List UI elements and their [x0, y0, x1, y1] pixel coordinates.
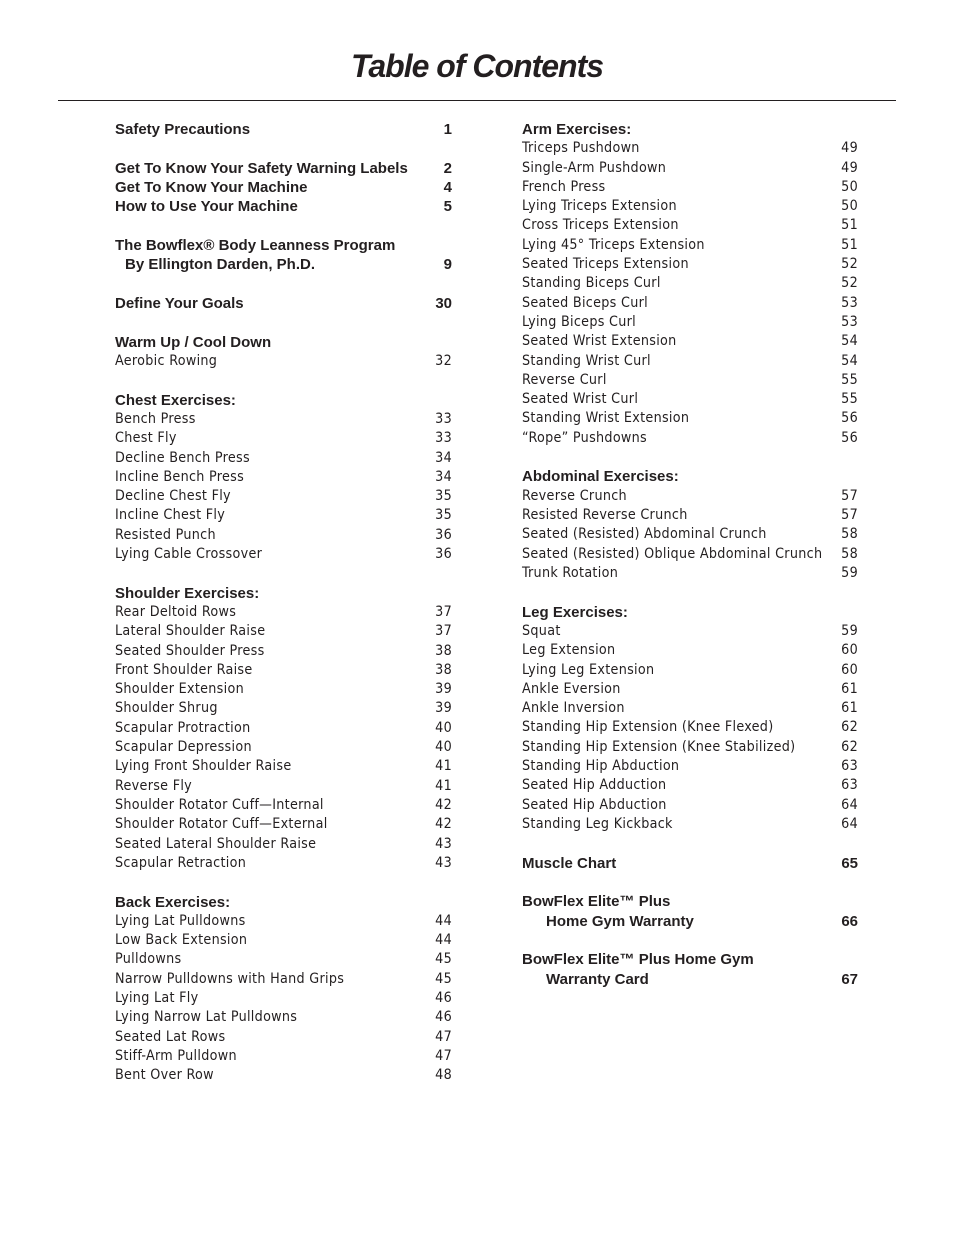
toc-entry-title: Get To Know Your Machine: [115, 178, 308, 196]
toc-page-number: 45: [435, 951, 452, 968]
section-spacer: [522, 834, 860, 853]
toc-entry[interactable]: [115, 757, 454, 776]
toc-page-number: 32: [435, 352, 452, 369]
toc-page-number: 39: [435, 681, 452, 698]
toc-page-number: 56: [841, 429, 858, 446]
toc-heading[interactable]: [115, 120, 454, 139]
toc-entry[interactable]: [115, 738, 454, 757]
toc-entry-title: Seated Wrist Extension: [522, 333, 677, 350]
toc-entry-title: Bent Over Row: [115, 1067, 214, 1084]
toc-heading[interactable]: [522, 467, 860, 486]
toc-page-number: 47: [435, 1047, 452, 1064]
toc-entry[interactable]: [115, 603, 454, 622]
toc-heading[interactable]: [522, 854, 860, 873]
toc-page-number: 54: [841, 352, 858, 369]
toc-entry-title: Leg Exercises:: [522, 603, 628, 621]
toc-entry-title: Lying Narrow Lat Pulldowns: [115, 1009, 298, 1026]
toc-page-number: 39: [435, 700, 452, 717]
toc-page-number: 5: [443, 198, 452, 216]
toc-page-number: 42: [435, 796, 452, 813]
page-title: Table of Contents: [350, 48, 604, 84]
toc-page-number: 50: [841, 198, 858, 215]
toc-entry-title: How to Use Your Machine: [115, 198, 298, 216]
toc-entry-title: Standing Leg Kickback: [522, 815, 673, 832]
toc-page-number: 52: [841, 275, 858, 292]
toc-entry[interactable]: [115, 545, 454, 564]
toc-entry[interactable]: [115, 680, 454, 699]
toc-page-number: 37: [435, 603, 452, 620]
toc-entry-title: Single-Arm Pushdown: [522, 159, 667, 176]
toc-entry[interactable]: [115, 719, 454, 738]
toc-page-number: 42: [435, 816, 452, 833]
toc-entry-title: Lateral Shoulder Raise: [115, 623, 266, 640]
toc-entry[interactable]: [115, 854, 454, 873]
toc-page-number: 60: [841, 661, 858, 678]
toc-entry[interactable]: [522, 641, 860, 660]
toc-entry[interactable]: [522, 680, 860, 699]
toc-page-number: 66: [841, 912, 858, 930]
toc-entry-title: Stiff-Arm Pulldown: [115, 1047, 237, 1064]
toc-page-number: 57: [841, 507, 858, 524]
toc-entry-title: Seated Lat Rows: [115, 1028, 226, 1045]
toc-page-number: 56: [841, 410, 858, 427]
toc-entry-title: Reverse Curl: [522, 371, 607, 388]
toc-page-number: 36: [435, 526, 452, 543]
toc-page-number: 58: [841, 545, 858, 562]
toc-entry-title: Lying Front Shoulder Raise: [115, 758, 292, 775]
toc-entry[interactable]: [522, 236, 860, 255]
toc-entry-title: Abdominal Exercises:: [522, 468, 679, 486]
toc-entry-title: Trunk Rotation: [522, 564, 619, 581]
toc-page-number: 63: [841, 777, 858, 794]
toc-entry[interactable]: [115, 506, 454, 525]
toc-entry[interactable]: [522, 718, 860, 737]
toc-page-number: 40: [435, 739, 452, 756]
toc-entry[interactable]: [115, 777, 454, 796]
toc-entry-title: Seated Wrist Curl: [522, 391, 639, 408]
toc-entry[interactable]: [115, 1066, 454, 1085]
toc-page-number: 47: [435, 1028, 452, 1045]
toc-entry-title: By Ellington Darden, Ph.D.: [125, 256, 316, 274]
toc-entry-title: Resisted Reverse Crunch: [522, 507, 688, 524]
toc-entry[interactable]: [522, 274, 860, 293]
toc-page-number: 34: [435, 468, 452, 485]
toc-entry-title: “Rope” Pushdowns: [522, 429, 648, 446]
section-spacer: [522, 583, 860, 602]
toc-entry-title: Triceps Pushdown: [522, 140, 640, 157]
toc-page-number: 58: [841, 526, 858, 543]
toc-entry-title: Scapular Depression: [115, 739, 252, 756]
toc-page-number: 9: [443, 256, 452, 274]
toc-heading[interactable]: [522, 892, 860, 911]
toc-entry-title: Leg Extension: [522, 642, 616, 659]
toc-entry[interactable]: [522, 313, 860, 332]
toc-heading[interactable]: [522, 970, 860, 989]
toc-entry-title: Ankle Inversion: [522, 700, 625, 717]
title-divider: [58, 100, 896, 101]
toc-heading[interactable]: [115, 255, 454, 274]
toc-entry-title: Standing Hip Extension (Knee Stabilized): [522, 738, 796, 755]
toc-page-number: 61: [841, 700, 858, 717]
toc-entry-title: Chest Exercises:: [115, 391, 236, 409]
toc-entry[interactable]: [115, 1008, 454, 1027]
toc-entry-title: Define Your Goals: [115, 294, 244, 312]
toc-page-number: 34: [435, 449, 452, 466]
toc-page-number: 53: [841, 294, 858, 311]
toc-entry[interactable]: [522, 409, 860, 428]
toc-entry[interactable]: [115, 449, 454, 468]
toc-page-number: 36: [435, 546, 452, 562]
toc-entry[interactable]: [522, 429, 860, 448]
toc-page-number: 38: [435, 642, 452, 659]
toc-entry[interactable]: [522, 815, 860, 834]
toc-entry[interactable]: [115, 622, 454, 641]
toc-entry[interactable]: [522, 352, 860, 371]
toc-entry-title: Warm Up / Cool Down: [115, 333, 272, 351]
toc-page-number: 50: [841, 178, 858, 195]
toc-page-number: 62: [841, 738, 858, 755]
toc-entry-title: Scapular Protraction: [115, 719, 251, 736]
toc-page-number: 64: [841, 796, 858, 813]
toc-heading[interactable]: [115, 294, 454, 313]
toc-heading[interactable]: [522, 912, 860, 931]
toc-heading[interactable]: [115, 197, 454, 216]
toc-entry[interactable]: [522, 390, 860, 409]
toc-entry[interactable]: [522, 506, 860, 525]
toc-entry-title: Shoulder Exercises:: [115, 584, 260, 602]
toc-heading[interactable]: [115, 584, 454, 603]
toc-entry[interactable]: [522, 216, 860, 235]
toc-entry[interactable]: [522, 371, 860, 390]
toc-entry[interactable]: [115, 970, 454, 989]
toc-entry-title: Lying Cable Crossover: [115, 546, 263, 562]
toc-page-number: 1: [443, 121, 452, 138]
toc-entry[interactable]: [115, 429, 454, 448]
toc-entry[interactable]: [115, 410, 454, 429]
toc-page-number: 62: [841, 719, 858, 736]
toc-entry-title: French Press: [522, 178, 606, 195]
toc-page-number: 55: [841, 371, 858, 388]
toc-entry-title: Seated Hip Abduction: [522, 796, 667, 813]
toc-entry[interactable]: [115, 796, 454, 815]
toc-entry[interactable]: [115, 989, 454, 1008]
toc-entry[interactable]: [115, 699, 454, 718]
toc-page-number: 4: [443, 178, 452, 196]
toc-entry[interactable]: [115, 912, 454, 931]
toc-heading[interactable]: [115, 236, 454, 255]
toc-page-number: 44: [435, 932, 452, 949]
section-spacer: [115, 275, 454, 294]
toc-entry-title: Front Shoulder Raise: [115, 661, 253, 678]
toc-entry[interactable]: [522, 776, 860, 795]
toc-entry-title: BowFlex Elite™ Plus: [522, 893, 671, 911]
toc-entry-title: Lying Lat Pulldowns: [115, 912, 246, 929]
toc-entry-title: Seated Hip Adduction: [522, 777, 667, 794]
toc-entry-title: Standing Wrist Extension: [522, 410, 690, 427]
toc-entry-title: Home Gym Warranty: [546, 912, 694, 930]
toc-entry[interactable]: [522, 294, 860, 313]
toc-entry[interactable]: [522, 487, 860, 506]
toc-entry-title: Rear Deltoid Rows: [115, 603, 237, 620]
section-spacer: [115, 564, 454, 583]
section-spacer: [522, 873, 860, 892]
toc-page-number: 48: [435, 1067, 452, 1084]
toc-entry-title: Aerobic Rowing: [115, 352, 218, 369]
toc-page-number: 41: [435, 777, 452, 794]
toc-heading[interactable]: [115, 159, 454, 178]
toc-entry[interactable]: [522, 159, 860, 178]
toc-entry-title: Low Back Extension: [115, 932, 248, 949]
toc-entry-title: Squat: [522, 622, 561, 639]
toc-entry-title: Narrow Pulldowns with Hand Grips: [115, 970, 345, 987]
toc-entry-title: Back Exercises:: [115, 893, 231, 911]
toc-entry[interactable]: [522, 699, 860, 718]
toc-entry-title: Decline Chest Fly: [115, 488, 231, 505]
toc-page-number: 38: [435, 661, 452, 678]
toc-entry[interactable]: [115, 950, 454, 969]
toc-entry[interactable]: [115, 526, 454, 545]
toc-entry[interactable]: [115, 468, 454, 487]
toc-entry-title: Shoulder Extension: [115, 681, 244, 698]
toc-heading[interactable]: [522, 950, 860, 969]
section-spacer: [115, 217, 454, 236]
toc-entry-title: Ankle Eversion: [522, 680, 621, 697]
toc-page-number: 49: [841, 140, 858, 157]
toc-heading[interactable]: [115, 893, 454, 912]
toc-entry-title: Incline Chest Fly: [115, 507, 226, 524]
toc-entry-title: Seated (Resisted) Abdominal Crunch: [522, 526, 767, 543]
toc-page-number: 49: [841, 159, 858, 176]
toc-entry-title: Lying Leg Extension: [522, 661, 655, 678]
section-spacer: [522, 931, 860, 950]
toc-entry-title: Seated Biceps Curl: [522, 294, 648, 311]
toc-page-number: 44: [435, 912, 452, 929]
toc-page-number: 57: [841, 487, 858, 504]
toc-entry-title: Lying 45° Triceps Extension: [522, 236, 705, 253]
toc-page-number: 43: [435, 835, 452, 852]
toc-page-number: 35: [435, 507, 452, 524]
toc-entry[interactable]: [522, 197, 860, 216]
toc-entry[interactable]: [115, 661, 454, 680]
toc-entry[interactable]: [522, 525, 860, 544]
toc-page-number: 2: [443, 159, 452, 177]
toc-entry-title: Resisted Punch: [115, 526, 216, 543]
toc-entry-title: Shoulder Shrug: [115, 700, 218, 717]
toc-entry-title: Shoulder Rotator Cuff—Internal: [115, 796, 324, 813]
toc-entry[interactable]: [115, 815, 454, 834]
toc-entry[interactable]: [115, 642, 454, 661]
toc-entry-title: Seated (Resisted) Oblique Abdominal Crunch: [522, 545, 823, 562]
toc-page-number: 33: [435, 430, 452, 447]
section-spacer: [115, 371, 454, 390]
toc-entry-title: Reverse Fly: [115, 777, 193, 794]
toc-page-number: 64: [841, 815, 858, 832]
toc-entry[interactable]: [522, 622, 860, 641]
toc-entry-title: Muscle Chart: [522, 854, 617, 872]
toc-entry-title: Lying Triceps Extension: [522, 198, 677, 215]
toc-entry[interactable]: [115, 1047, 454, 1066]
toc-page-number: 60: [841, 642, 858, 659]
toc-page-number: 54: [841, 333, 858, 350]
toc-page-number: 37: [435, 623, 452, 640]
toc-entry-title: Safety Precautions: [115, 121, 251, 138]
toc-entry-title: Lying Lat Fly: [115, 990, 199, 1007]
section-spacer: [115, 313, 454, 332]
toc-entry-title: Cross Triceps Extension: [522, 217, 679, 234]
toc-entry-title: Lying Biceps Curl: [522, 313, 637, 330]
toc-page-number: 52: [841, 256, 858, 273]
toc-heading[interactable]: [522, 120, 860, 139]
toc-entry-title: Seated Lateral Shoulder Raise: [115, 835, 317, 852]
toc-page-number: 67: [841, 970, 858, 988]
toc-page-number: 51: [841, 236, 858, 253]
toc-heading[interactable]: [115, 333, 454, 352]
toc-entry-title: Standing Wrist Curl: [522, 352, 651, 369]
toc-heading[interactable]: [115, 178, 454, 197]
section-spacer: [115, 873, 454, 892]
toc-entry-title: Incline Bench Press: [115, 468, 245, 485]
toc-entry-title: Standing Hip Abduction: [522, 757, 680, 774]
toc-page-number: 33: [435, 410, 452, 427]
toc-column-left: [115, 120, 454, 1086]
section-spacer: [115, 139, 454, 158]
toc-entry[interactable]: [522, 255, 860, 274]
toc-entry-title: Seated Shoulder Press: [115, 642, 265, 659]
toc-column-right: [522, 120, 860, 989]
toc-entry-title: Decline Bench Press: [115, 449, 250, 466]
toc-entry-title: BowFlex Elite™ Plus Home Gym: [522, 951, 754, 969]
toc-page-number: 55: [841, 391, 858, 408]
toc-page-number: 45: [435, 970, 452, 987]
toc-entry[interactable]: [522, 796, 860, 815]
toc-page-number: 59: [841, 622, 858, 639]
toc-entry-title: The Bowflex® Body Leanness Program: [115, 236, 396, 254]
toc-page-number: 59: [841, 564, 858, 581]
toc-entry-title: Standing Hip Extension (Knee Flexed): [522, 719, 774, 736]
toc-entry-title: Scapular Retraction: [115, 854, 247, 871]
toc-entry[interactable]: [522, 738, 860, 757]
toc-heading[interactable]: [115, 391, 454, 410]
toc-page-number: 46: [435, 1009, 452, 1026]
toc-page-number: 46: [435, 990, 452, 1007]
toc-page-number: 41: [435, 758, 452, 775]
toc-entry-title: Pulldowns: [115, 951, 182, 968]
toc-entry-title: Bench Press: [115, 410, 196, 427]
toc-entry[interactable]: [522, 545, 860, 564]
toc-entry-title: Standing Biceps Curl: [522, 275, 661, 292]
toc-entry[interactable]: [522, 178, 860, 197]
toc-page-number: 43: [435, 854, 452, 871]
toc-entry[interactable]: [115, 835, 454, 854]
toc-entry-title: Chest Fly: [115, 430, 177, 447]
toc-entry-title: Shoulder Rotator Cuff—External: [115, 816, 328, 833]
toc-entry[interactable]: [522, 332, 860, 351]
toc-page-number: 63: [841, 757, 858, 774]
toc-heading[interactable]: [522, 603, 860, 622]
section-spacer: [522, 448, 860, 467]
toc-entry-title: Seated Triceps Extension: [522, 256, 689, 273]
toc-entry[interactable]: [115, 487, 454, 506]
toc-entry[interactable]: [522, 139, 860, 158]
toc-entry[interactable]: [522, 661, 860, 680]
toc-entry-title: Get To Know Your Safety Warning Labels: [115, 159, 408, 177]
toc-entry-title: Reverse Crunch: [522, 487, 627, 504]
toc-entry-title: Warranty Card: [546, 970, 649, 988]
toc-page-number: 30: [435, 294, 452, 312]
toc-page-number: 65: [841, 854, 858, 872]
toc-page-number: 35: [435, 488, 452, 505]
toc-page-number: 51: [841, 217, 858, 234]
toc-entry[interactable]: [115, 352, 454, 371]
toc-entry[interactable]: [522, 757, 860, 776]
toc-page-number: 53: [841, 313, 858, 330]
toc-entry[interactable]: [115, 1028, 454, 1047]
toc-entry[interactable]: [115, 931, 454, 950]
toc-page-number: 61: [841, 680, 858, 697]
toc-page-number: 40: [435, 719, 452, 736]
toc-entry-title: Arm Exercises:: [522, 121, 632, 138]
toc-entry[interactable]: [522, 564, 860, 583]
